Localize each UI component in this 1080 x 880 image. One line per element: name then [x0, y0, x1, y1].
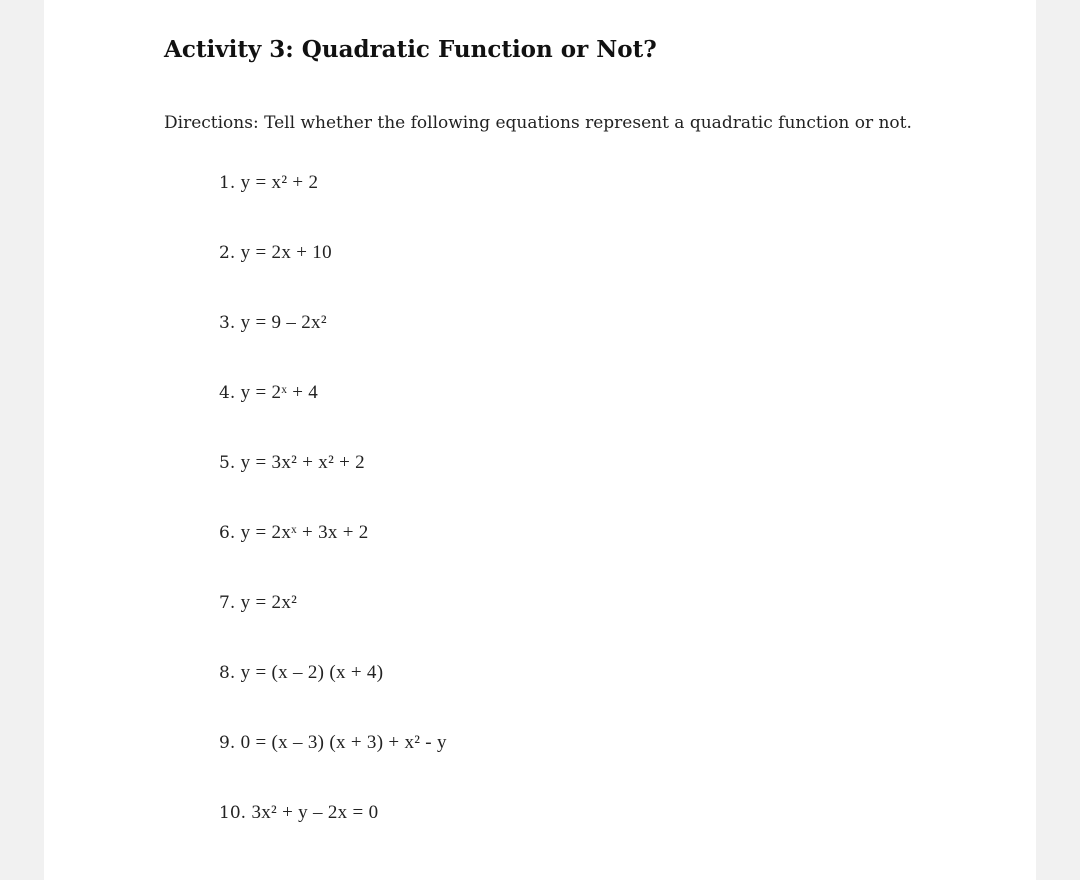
item-number: 1. [219, 173, 236, 193]
item-number: 6. [219, 523, 236, 543]
item-equation: y = 2x + 10 [240, 242, 332, 263]
item-number: 5. [219, 453, 236, 473]
equation-item [219, 802, 378, 824]
equation-item [219, 312, 327, 334]
document-page [44, 0, 1036, 880]
item-equation: y = 2x² [240, 592, 298, 613]
item-equation: y = 2ˣ + 4 [240, 382, 319, 403]
item-equation: y = 3x² + x² + 2 [240, 452, 365, 473]
item-equation: y = x² + 2 [240, 172, 319, 193]
item-equation: 3x² + y – 2x = 0 [251, 802, 379, 823]
equation-item [219, 242, 332, 264]
item-equation: y = (x – 2) (x + 4) [240, 662, 384, 683]
item-number: 9. [219, 733, 236, 753]
equation-item [219, 172, 318, 194]
item-number: 7. [219, 593, 236, 613]
item-equation: y = 2xˣ + 3x + 2 [240, 522, 369, 543]
item-equation: 0 = (x – 3) (x + 3) + x² - y [240, 732, 447, 753]
activity-title: Activity 3: Quadratic Function or Not? [164, 36, 657, 63]
directions-text: Directions: Tell whether the following equations represent a quadratic function or not. [164, 113, 912, 133]
item-equation: y = 9 – 2x² [240, 312, 327, 333]
item-number: 8. [219, 663, 236, 683]
equation-item [219, 452, 365, 474]
equation-item [219, 382, 318, 404]
item-number: 3. [219, 313, 236, 333]
equation-item [219, 592, 297, 614]
item-number: 4. [219, 383, 236, 403]
equation-item [219, 732, 447, 754]
equation-item [219, 662, 383, 684]
item-number: 10. [219, 803, 247, 823]
item-number: 2. [219, 243, 236, 263]
equation-item [219, 522, 369, 544]
